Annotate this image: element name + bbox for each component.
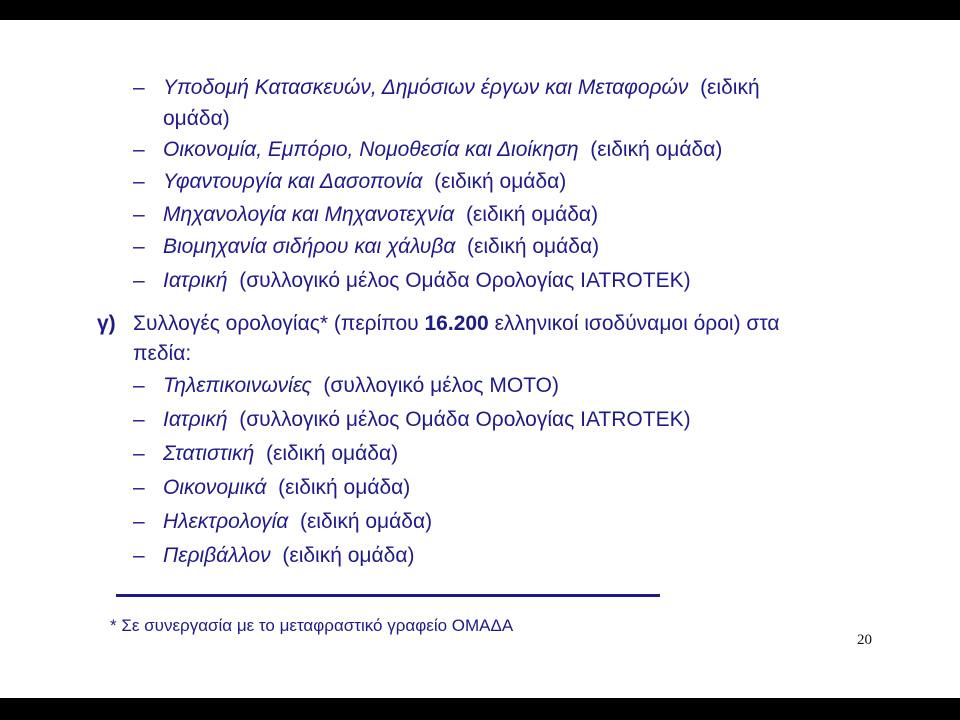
list-item-text xyxy=(163,72,760,103)
dash-bullet: – xyxy=(133,374,145,397)
field-name: Ιατρική xyxy=(163,408,228,431)
field-name: Περιβάλλον xyxy=(163,544,271,567)
list-item-text xyxy=(163,506,432,537)
dash-bullet: – xyxy=(133,203,145,226)
footnote-divider xyxy=(116,594,660,597)
list-item-text xyxy=(163,370,559,401)
list-item-text xyxy=(163,199,598,230)
dash-bullet: – xyxy=(133,76,145,99)
field-note: (ειδική xyxy=(700,76,760,99)
field-name: Βιομηχανία σιδήρου και χάλυβα xyxy=(163,235,456,258)
field-note: (ειδική ομάδα) xyxy=(590,138,723,161)
term-count: 16.200 xyxy=(424,312,489,335)
field-note: (ειδική ομάδα) xyxy=(299,510,433,533)
field-note-continuation: ομάδα) xyxy=(163,107,230,130)
field-name: Μηχανολογία και Μηχανοτεχνία xyxy=(163,203,455,226)
dash-bullet: – xyxy=(133,269,145,292)
section-text xyxy=(133,308,780,339)
page-number: 20 xyxy=(857,632,872,648)
field-name: Οικονομικά xyxy=(163,476,267,499)
field-note: (ειδική ομάδα) xyxy=(466,235,600,258)
slide xyxy=(0,20,960,698)
field-name: Οικονομία, Εμπόριο, Νομοθεσία και Διοίκηση xyxy=(163,138,579,161)
footnote: * Σε συνεργασία με το μεταφραστικό γραφείο ΟΜΑΔΑ xyxy=(110,616,514,635)
field-note: (ειδική ομάδα) xyxy=(265,442,399,465)
section-text-continuation: πεδία: xyxy=(133,342,192,365)
section-text-before: Συλλογές ορολογίας* (περίπου xyxy=(133,312,425,335)
dash-bullet: – xyxy=(133,235,145,258)
dash-bullet: – xyxy=(133,510,145,533)
field-name: Υφαντουργία και Δασοπονία xyxy=(163,170,423,193)
list-item-text xyxy=(163,438,398,469)
field-note: (ειδική ομάδα) xyxy=(282,544,415,567)
list-item-text xyxy=(163,472,410,503)
field-name: Ηλεκτρολογία xyxy=(163,510,289,533)
dash-bullet: – xyxy=(133,544,145,567)
dash-bullet: – xyxy=(133,408,145,431)
list-item-text xyxy=(163,231,599,262)
list-item-text xyxy=(163,540,414,571)
field-name: Υποδομή Κατασκευών, Δημόσιων έργων και Μεταφορών xyxy=(163,76,689,99)
section-marker: γ) xyxy=(97,312,116,335)
field-note: (ειδική ομάδα) xyxy=(465,203,599,226)
field-name: Στατιστική xyxy=(163,442,255,465)
dash-bullet: – xyxy=(133,138,145,161)
dash-bullet: – xyxy=(133,476,145,499)
list-item-text xyxy=(163,166,566,197)
list-item-text xyxy=(163,404,691,435)
list-item-text xyxy=(163,134,722,165)
field-note: (συλλογικό μέλος ΜΟΤΟ) xyxy=(323,374,559,397)
dash-bullet: – xyxy=(133,442,145,465)
field-note: (συλλογικό μέλος Ομάδα Ορολογίας ΙΑΤROTEK) xyxy=(239,269,691,292)
field-name: Τηλεπικοινωνίες xyxy=(163,374,312,397)
field-note: (συλλογικό μέλος Ομάδα Ορολογίας ΙΑΤROTEK) xyxy=(239,408,691,431)
field-name: Ιατρική xyxy=(163,269,228,292)
list-item-text xyxy=(163,265,691,296)
dash-bullet: – xyxy=(133,170,145,193)
section-text-after: ελληνικοί ισοδύναμοι όροι) στα xyxy=(488,312,780,335)
field-note: (ειδική ομάδα) xyxy=(278,476,411,499)
field-note: (ειδική ομάδα) xyxy=(434,170,567,193)
